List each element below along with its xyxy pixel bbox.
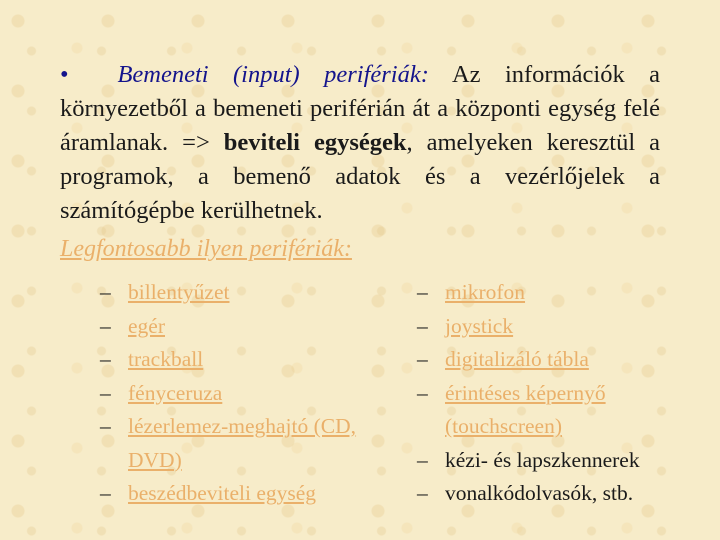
dash-icon: – (417, 280, 428, 304)
dash-icon: – (100, 313, 111, 338)
peripheral-text: kézi- és lapszkennerek (445, 447, 640, 472)
list-item (100, 410, 360, 477)
peripheral-link[interactable]: egér (128, 313, 165, 338)
input-units-bold: beviteli egységek (223, 129, 407, 156)
list-item (100, 477, 360, 511)
peripheral-link[interactable]: fényceruza (128, 380, 223, 405)
dash-icon: – (417, 380, 428, 405)
dash-icon: – (417, 313, 428, 338)
right-peripheral-list (417, 276, 687, 511)
peripheral-link[interactable]: érintéses képernyő (touchscreen) (445, 380, 606, 438)
dash-icon: – (100, 280, 111, 304)
list-item (417, 343, 687, 377)
list-item (417, 310, 687, 344)
peripheral-link[interactable]: mikrofon (445, 280, 526, 304)
list-item (100, 343, 360, 377)
peripheral-link[interactable]: billentyűzet (128, 280, 230, 304)
dash-icon: – (100, 481, 111, 505)
list-item (100, 377, 360, 411)
peripheral-link[interactable]: joystick (445, 313, 514, 338)
dash-icon: – (417, 447, 428, 472)
peripherals-subheading[interactable]: Legfontosabb ilyen perifériák: (60, 236, 352, 262)
dash-icon: – (100, 347, 111, 371)
dash-icon: – (417, 481, 428, 505)
intro-text-2: , amelyeken keresztül a programok, a bemenő adatok és a vezérlőjelek a számítógépbe kerülhetnek. (60, 129, 661, 224)
peripheral-link[interactable]: trackball (128, 347, 204, 371)
list-item (417, 377, 687, 444)
list-item (417, 276, 687, 310)
dash-icon: – (417, 347, 428, 371)
bullet-icon: • (60, 61, 69, 88)
peripheral-text: vonalkódolvasók, stb. (445, 481, 634, 505)
left-peripheral-list (100, 276, 360, 511)
peripheral-link[interactable]: beszédbeviteli egység (128, 481, 317, 505)
list-item (417, 477, 687, 511)
peripheral-link[interactable]: lézerlemez-meghajtó (CD, DVD) (128, 414, 357, 472)
peripheral-link[interactable]: digitalizáló tábla (445, 347, 589, 371)
dash-icon: – (100, 380, 111, 405)
list-item (100, 276, 360, 310)
intro-paragraph (60, 58, 660, 228)
input-peripherals-term: Bemeneti (input) perifériák: (117, 61, 429, 88)
intro-text-1: Az információk a környezetből a bemeneti periférián át a központi egység felé áramlanak. => (60, 61, 660, 156)
list-item (100, 310, 360, 344)
dash-icon: – (100, 414, 111, 438)
list-item (417, 444, 687, 478)
